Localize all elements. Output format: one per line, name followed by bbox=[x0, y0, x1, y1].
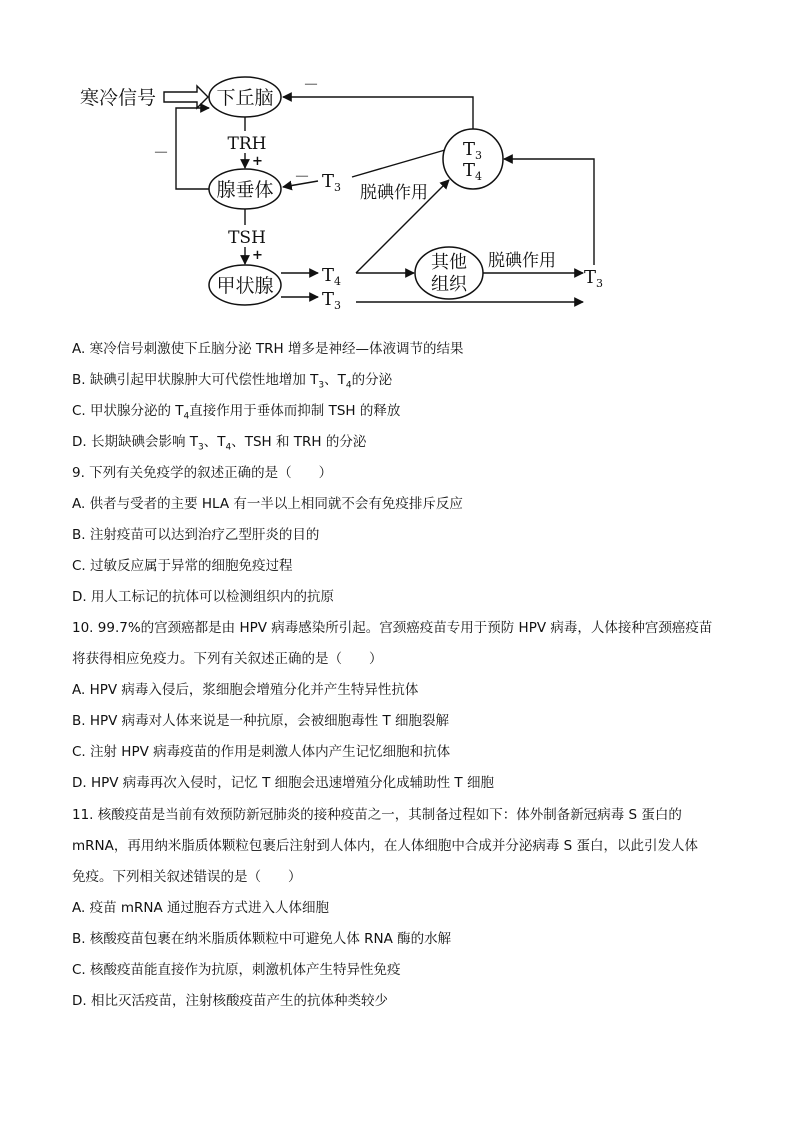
q8-option-c: C. 甲状腺分泌的 $T_4$直接作用于垂体而抑制 TSH 的释放 bbox=[72, 403, 401, 422]
tsh-label: TSH bbox=[228, 228, 266, 248]
q10-option-c: C. 注射 HPV 病毒疫苗的作用是刺激人体内产生记忆细胞和抗体 bbox=[72, 744, 451, 760]
deiodination-upper-label: 脱碘作用 bbox=[360, 183, 428, 203]
pool-to-hypothalamus-line bbox=[283, 97, 473, 129]
q11-option-b: B. 核酸疫苗包裹在纳米脂质体颗粒中可避免人体 RNA 酶的水解 bbox=[72, 931, 452, 947]
cold-signal-label: 寒冷信号 bbox=[80, 87, 157, 109]
q10-stem-line1: 10. 99.7%的宫颈癌都是由 HPV 病毒感染所引起。宫颈癌疫苗专用于预防 HPV 病毒，人体接种宫颈癌疫苗 bbox=[72, 620, 713, 636]
q11-option-d: D. 相比灭活疫苗，注射核酸疫苗产生的抗体种类较少 bbox=[72, 993, 388, 1009]
q11-stem-line2: mRNA，再用纳米脂质体颗粒包裹后注射到人体内，在人体细胞中合成并分泌病毒 S 蛋白，以此引发人体 bbox=[72, 838, 699, 854]
q9-option-c: C. 过敏反应属于异常的细胞免疫过程 bbox=[72, 558, 293, 574]
q9-option-d: D. 用人工标记的抗体可以检测组织内的抗原 bbox=[72, 589, 334, 605]
deiodination-lower-label: 脱碘作用 bbox=[488, 251, 556, 271]
top-loop-minus-sign: － bbox=[303, 75, 320, 94]
q8-option-a: A. 寒冷信号刺激使下丘脑分泌 TRH 增多是神经—体液调节的结果 bbox=[72, 341, 464, 357]
pool-t3-label: $T_3$ bbox=[463, 139, 483, 162]
thyroid-t3-label: $T_3$ bbox=[322, 289, 342, 312]
q8-option-b: B. 缺碘引起甲状腺肿大可代偿性地增加 $T_3$、$T_4$的分泌 bbox=[72, 372, 393, 391]
q9-option-a: A. 供者与受者的主要 HLA 有一半以上相同就不会有免疫排斥反应 bbox=[72, 496, 463, 512]
q10-option-a: A. HPV 病毒入侵后，浆细胞会增殖分化并产生特异性抗体 bbox=[72, 682, 419, 698]
left-loop-minus-sign: － bbox=[153, 143, 170, 162]
q11-option-c: C. 核酸疫苗能直接作为抗原，刺激机体产生特异性免疫 bbox=[72, 962, 401, 978]
pituitary-feedback-line bbox=[176, 108, 209, 189]
trh-label: TRH bbox=[227, 134, 267, 154]
other-tissue-label-1: 其他 bbox=[431, 252, 467, 273]
pituitary-minus-sign: － bbox=[294, 167, 311, 186]
q10-option-d: D. HPV 病毒再次入侵时，记忆 T 细胞会迅速增殖分化成辅助性 T 细胞 bbox=[72, 775, 494, 791]
q9-stem: 9. 下列有关免疫学的叙述正确的是（ ） bbox=[72, 465, 333, 481]
q8-option-d: D. 长期缺碘会影响 $T_3$、$T_4$、TSH 和 TRH 的分泌 bbox=[72, 434, 367, 453]
thyroid-label: 甲状腺 bbox=[216, 275, 274, 297]
cold-signal-hollow-arrow bbox=[164, 86, 208, 108]
hormone-regulation-diagram bbox=[0, 0, 794, 320]
pool-t4-label: $T_4$ bbox=[463, 160, 483, 183]
right-t3-label: $T_3$ bbox=[584, 267, 604, 290]
q11-stem-line3: 免疫。下列相关叙述错误的是（ ） bbox=[72, 869, 302, 885]
t3-to-pool-line bbox=[504, 159, 594, 265]
q9-option-b: B. 注射疫苗可以达到治疗乙型肝炎的目的 bbox=[72, 527, 320, 543]
trh-plus-sign: + bbox=[252, 154, 263, 169]
thyroid-t4-label: $T_4$ bbox=[322, 265, 342, 288]
hypothalamus-label: 下丘脑 bbox=[216, 87, 274, 109]
q10-stem-line2: 将获得相应免疫力。下列有关叙述正确的是（ ） bbox=[72, 651, 383, 667]
q10-option-b: B. HPV 病毒对人体来说是一种抗原，会被细胞毒性 T 细胞裂解 bbox=[72, 713, 449, 729]
tsh-plus-sign: + bbox=[252, 248, 263, 263]
pituitary-label: 腺垂体 bbox=[216, 179, 274, 201]
pool-t3-branch-line bbox=[352, 150, 445, 177]
q11-stem-line1: 11. 核酸疫苗是当前有效预防新冠肺炎的接种疫苗之一，其制备过程如下：体外制备新冠病毒 S 蛋白的 bbox=[72, 807, 682, 823]
t3-middle-label: $T_3$ bbox=[322, 171, 342, 194]
other-tissue-label-2: 组织 bbox=[431, 274, 467, 295]
q11-option-a: A. 疫苗 mRNA 通过胞吞方式进入人体细胞 bbox=[72, 900, 330, 916]
